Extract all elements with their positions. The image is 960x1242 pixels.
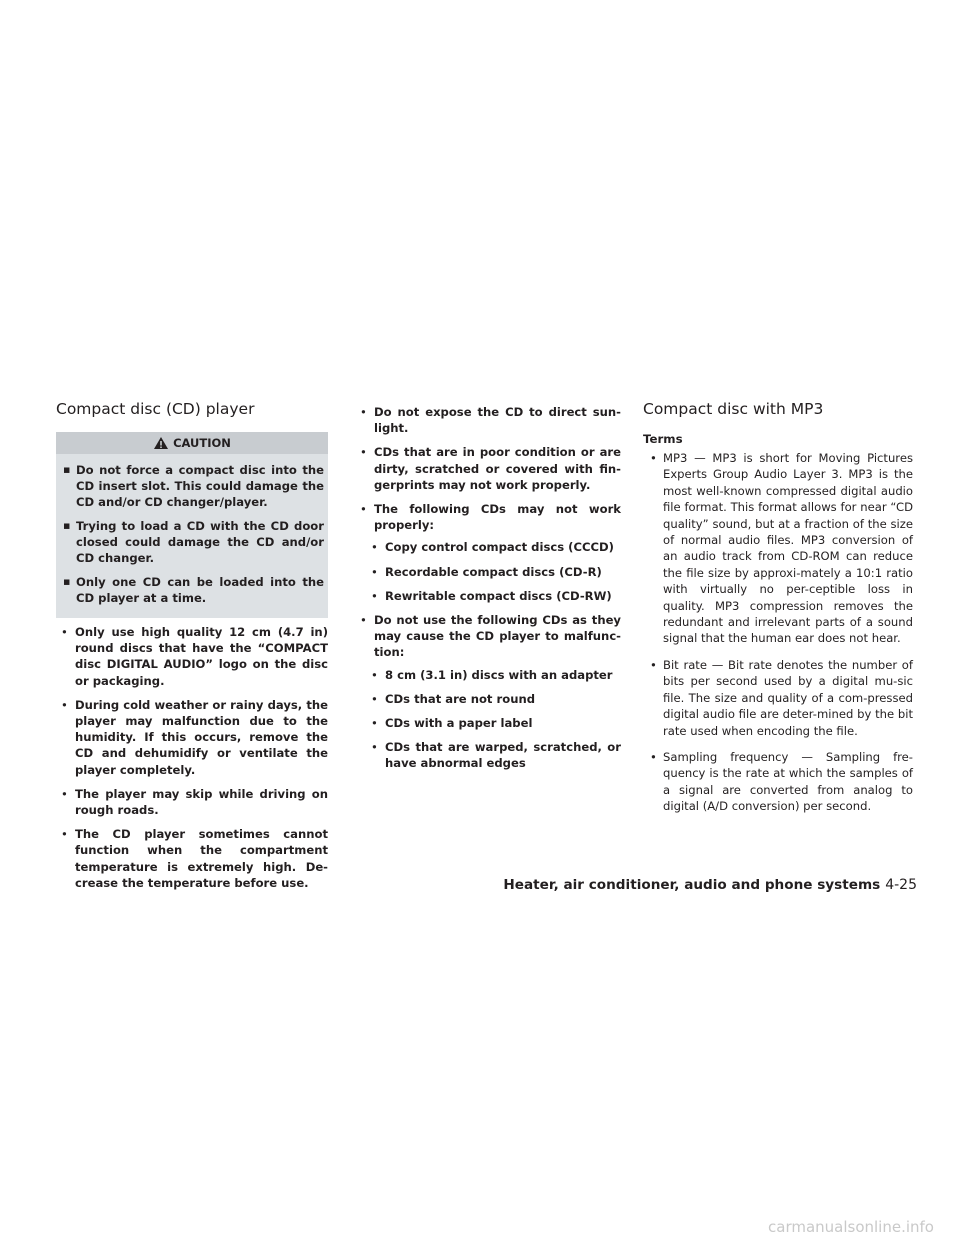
list-item-text: Do not use the following CDs as they may cause the CD player to malfunc-tion: — [374, 613, 621, 660]
caution-header — [56, 432, 328, 454]
avoid-cd-types-list — [355, 667, 621, 772]
warning-triangle-icon — [153, 436, 169, 450]
terms-list — [643, 450, 913, 815]
caution-label: CAUTION — [173, 436, 231, 450]
list-item — [355, 612, 621, 772]
term-item: • Sampling frequency — Sampling fre-quency is the rate at which the samples of a signal are converted from analog to digital (A/D conversion) per second. — [643, 749, 913, 815]
caution-item: ▪ Only one CD can be loaded into the CD player at a time. — [62, 574, 324, 606]
sub-list-item: • Rewritable compact discs (CD-RW) — [355, 588, 621, 604]
list-item: • The player may skip while driving on rough roads. — [56, 786, 328, 818]
right-column — [643, 400, 913, 825]
section-heading-mp3: Compact disc with MP3 — [643, 400, 824, 418]
list-item: • During cold weather or rainy days, the player may malfunction due to the humidity. If this occurs, remove the CD and dehumidify or ventilate the player completely. — [56, 697, 328, 778]
sub-list-item: • Copy control compact discs (CCCD) — [355, 539, 621, 555]
watermark: carmanualsonline.info — [768, 1218, 934, 1236]
sub-list-item: • 8 cm (3.1 in) discs with an adapter — [355, 667, 621, 683]
caution-item: ▪ Trying to load a CD with the CD door closed could damage the CD and/or CD changer. — [62, 518, 324, 566]
list-item: • CDs that are in poor condition or are dirty, scratched or covered with fin-gerprints may not work properly. — [355, 444, 621, 493]
list-item: • Do not expose the CD to direct sun-light. — [355, 404, 621, 436]
list-item: • Only use high quality 12 cm (4.7 in) round discs that have the “COMPACT disc DIGITAL AUDIO” logo on the disc or packaging. — [56, 624, 328, 689]
caution-box — [56, 432, 328, 618]
cd-notes-list-continued — [355, 404, 621, 772]
page-footer — [503, 877, 917, 893]
sub-list-item: • CDs that are warped, scratched, or have abnormal edges — [355, 739, 621, 771]
sub-list-item: • Recordable compact discs (CD-R) — [355, 564, 621, 580]
sub-list-item: • CDs with a paper label — [355, 715, 621, 731]
list-item: • The CD player sometimes cannot function when the compartment temperature is extremely high. De-crease the temperature before use. — [56, 826, 328, 891]
caution-list — [62, 454, 324, 606]
section-heading-cd-player: Compact disc (CD) player — [56, 400, 255, 418]
term-item: • MP3 — MP3 is short for Moving Pictures Experts Group Audio Layer 3. MP3 is the most well-known compressed digital audio file format. This format allows for near “CD quality” sound, but at a fraction of the size of normal audio files. MP3 conversion of an audio track from CD-ROM can reduce the file size by approxi-mately a 10:1 ratio with virtually no per-ceptible loss in quality. MP3 compression removes the redundant and irrelevant parts of a sound signal that the human ear does not hear. — [643, 450, 913, 647]
terms-heading: Terms — [643, 432, 683, 446]
term-item: • Bit rate — Bit rate denotes the number of bits per second used by a digital mu-sic file. The size and quality of a com-pressed digital audio file are deter-mined by the bit rate used when encoding the file. — [643, 657, 913, 739]
list-item — [355, 501, 621, 604]
cd-notes-list — [56, 624, 328, 891]
footer-section-title: Heater, air conditioner, audio and phone systems — [503, 877, 881, 893]
unsupported-cd-types-list — [355, 539, 621, 604]
middle-column — [355, 404, 621, 780]
sub-list-item: • CDs that are not round — [355, 691, 621, 707]
page-number: 4-25 — [885, 877, 917, 893]
caution-item: ▪ Do not force a compact disc into the CD insert slot. This could damage the CD and/or CD changer/player. — [62, 462, 324, 510]
list-item-text: The following CDs may not work properly: — [374, 502, 621, 533]
left-column — [56, 400, 328, 899]
